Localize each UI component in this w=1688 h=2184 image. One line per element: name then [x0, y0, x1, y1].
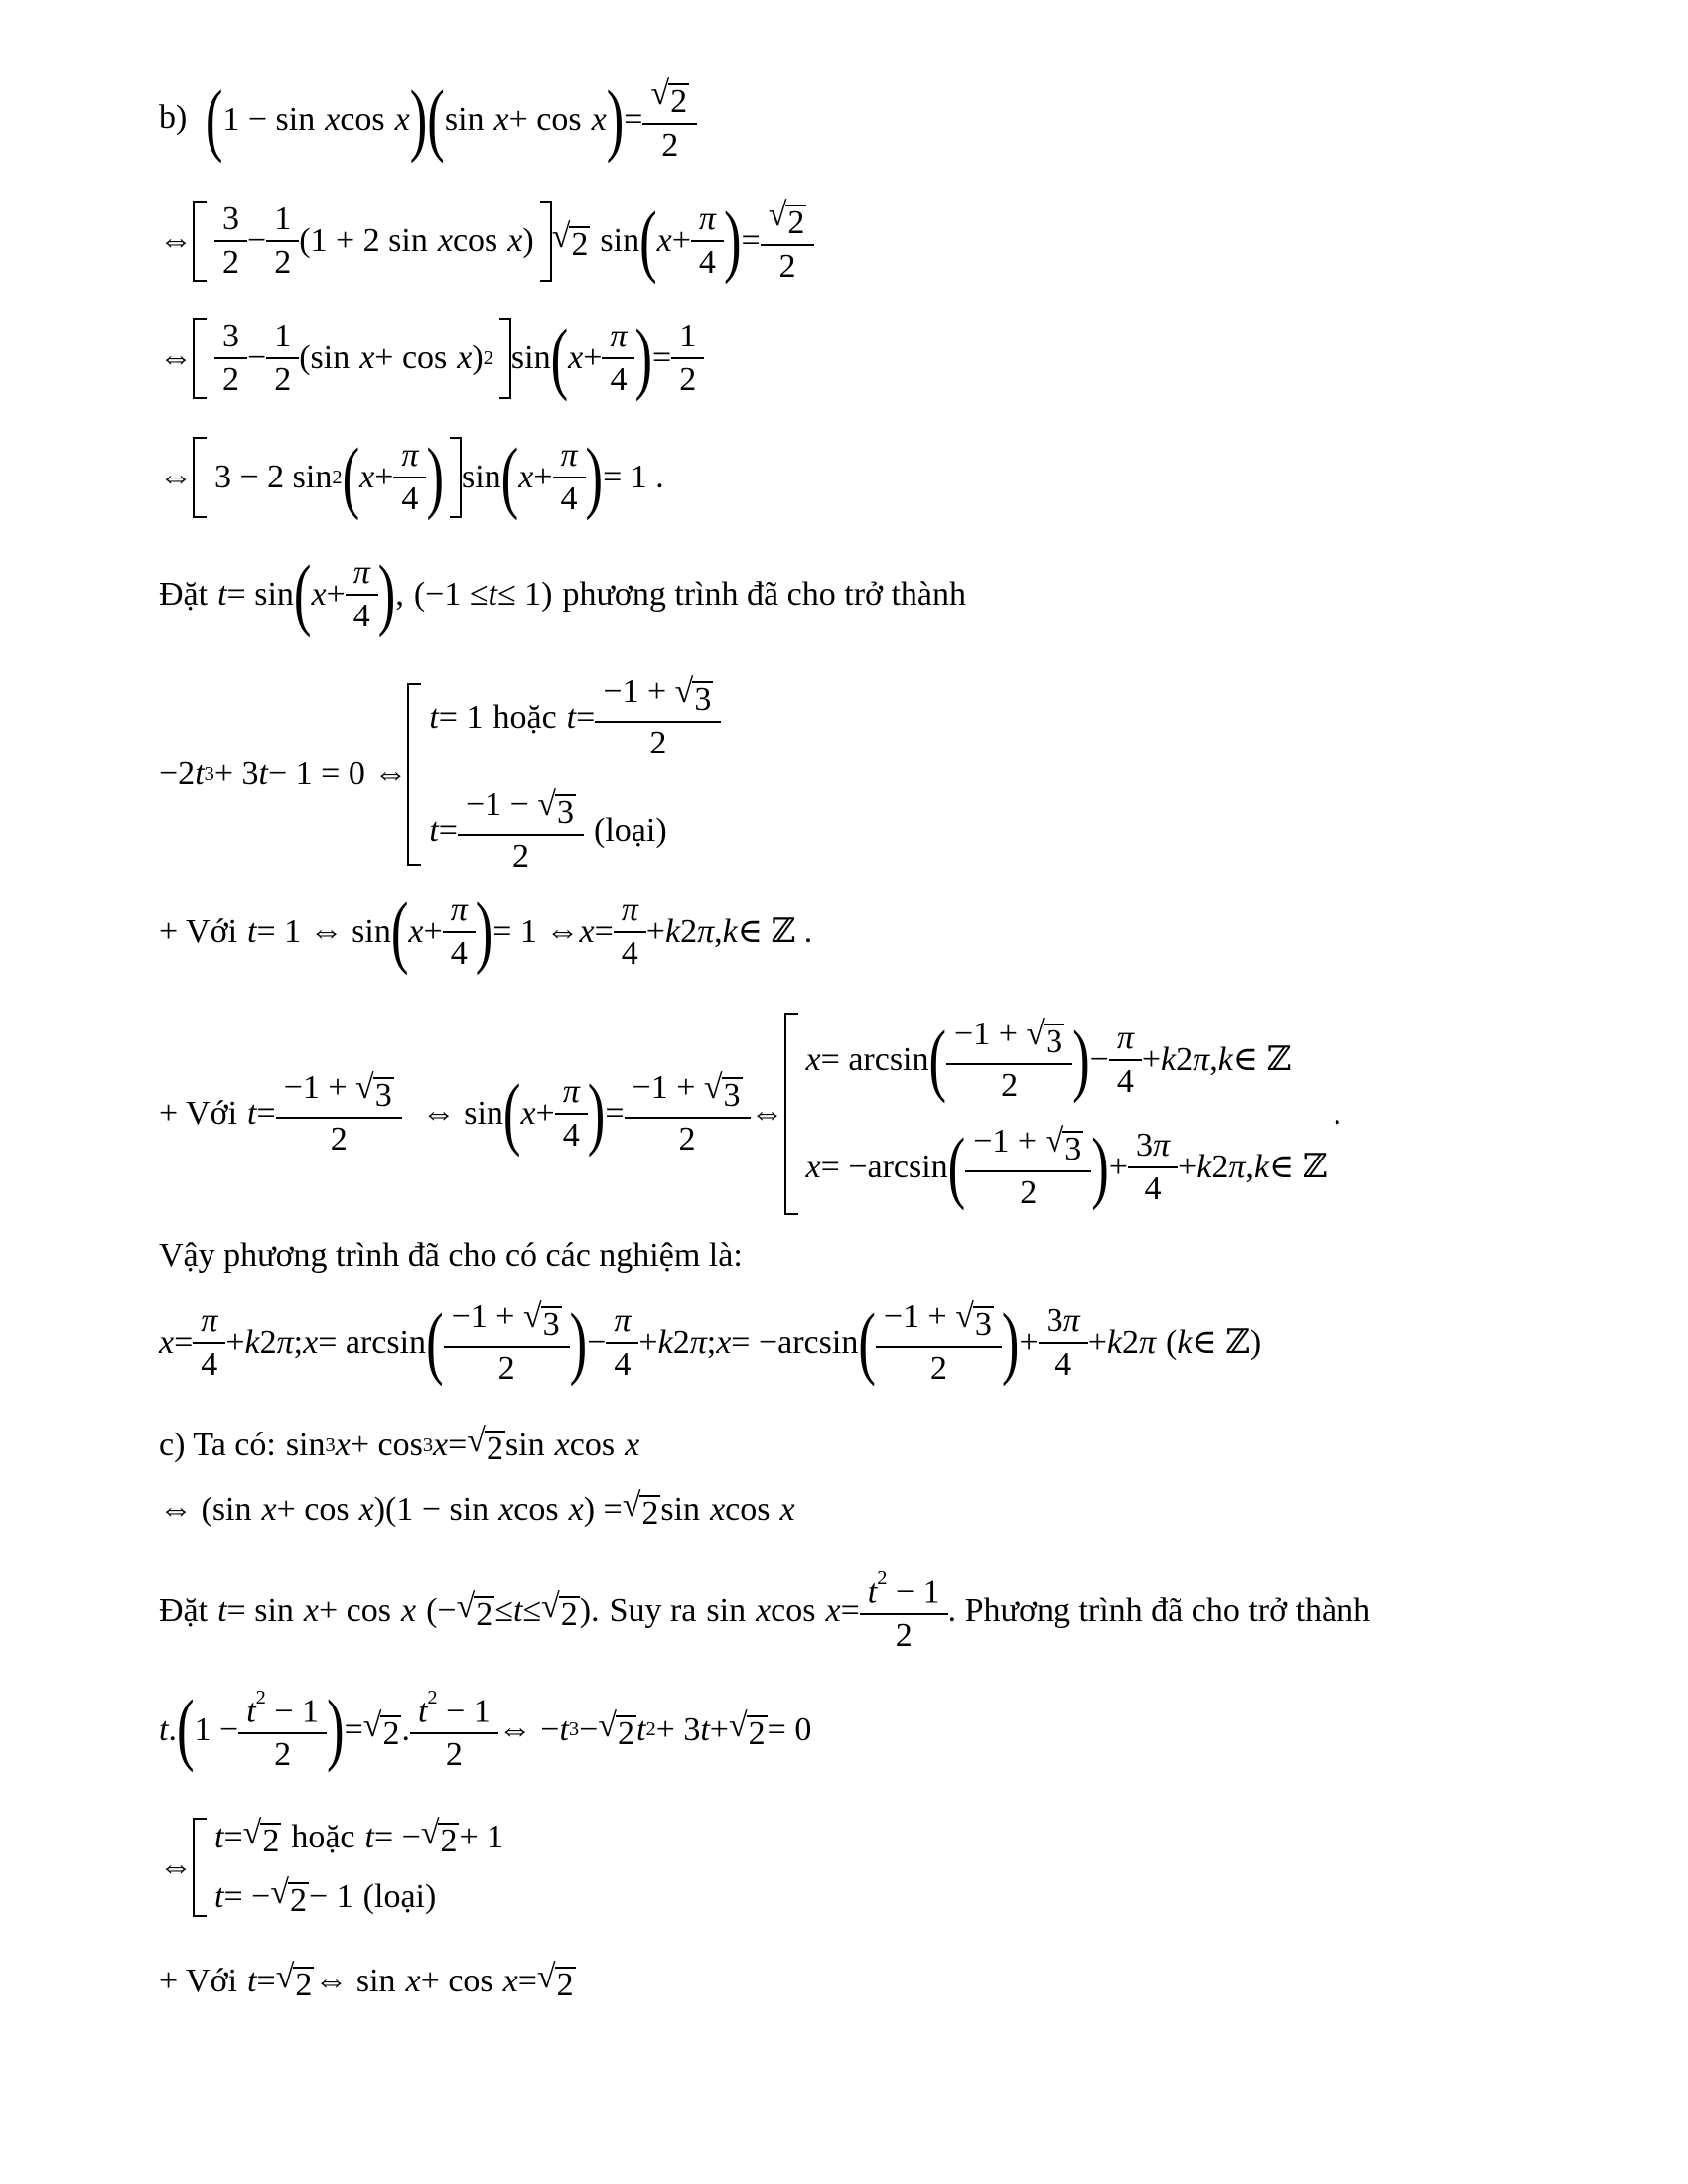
cubic-equation-2: t . ( 1 − $t^2 - 1$ 2 ) = √ 2 . $t^2 - 1$ 2 ⇔ − t 3 − √ 2 t 2 + 3 t + √ 2 = 0: [159, 1685, 812, 1775]
substitution-1: Đặt t = sin ( x + π 4 ) , (−1 ≤ t ≤ 1) phương trình đã cho trở thành: [159, 549, 967, 639]
part-c-equation: c) Ta có: sin 3 x + cos 3 x = √ 2 sin x cos x: [159, 1423, 640, 1467]
dat-tail-2: . Phương trình đã cho trở thành: [947, 1591, 1371, 1629]
case-t-equals-1: + Với t = 1 ⇔ sin ( x + π 4 ) = 1 ⇔ x = π 4 + k 2 π , k ∈ ℤ .: [159, 887, 813, 977]
roots-2: ⇔ t = √ 2 hoặc t = − √ 2 + 1 t = − √ 2 − 1 (loại): [159, 1815, 504, 1919]
hoac-word-2: hoặc: [291, 1819, 355, 1855]
voi-word-2: + Với: [159, 1095, 238, 1132]
case-t-sqrt2: + Với t = √ 2 ⇔ sin x + cos x = √ 2: [159, 1959, 574, 2003]
hoac-word: hoặc: [492, 699, 557, 736]
step-1: ⇔ 3 2 − 1 2 (1 + 2 sin x cos x ) √ 2 sin ( x + π 4 ) = √ 2 2: [159, 199, 814, 284]
solution-set: x = π 4 + k 2 π ; x = arcsin ( −1 + √ 3 2 ) − π 4 + k 2 π ; x = −arcsin ( −1 + √ 3 2 ) + 3π 4 + k 2 π ( k ∈ ℤ): [159, 1297, 1262, 1388]
step-2: ⇔ 3 2 − 1 2 (sin x + cos x ) 2 sin ( x + π 4 ) = 1 2: [159, 318, 704, 399]
voi-word: + Với: [159, 913, 238, 950]
step-3: ⇔ 3 − 2 sin 2 ( x + π 4 ) sin ( x + π 4 ) = 1 .: [159, 432, 664, 522]
part-c-step-1: ⇔ (sin x + cos x )(1 − sin x cos x ) = √ 2 sin x cos x: [159, 1487, 795, 1532]
suy-ra-word: Suy ra: [609, 1591, 697, 1629]
substitution-2: Đặt t = sin x + cos x (− √ 2 ≤ t ≤ √ 2 ). Suy ra sin x cos x = $t^2 - 1$ 2 . Phương trình đã cho trở thành: [159, 1568, 1371, 1655]
part-b-label: b): [159, 98, 188, 136]
loai-word: (loại): [594, 812, 667, 849]
dat-tail: phương trình đã cho trở thành: [562, 576, 967, 613]
case-t-other: + Với t = −1 + √ 3 2 ⇔ sin ( x + π 4 ) = −1 + √ 3 2 ⇔ x = arcsin ( −1 + √ 3 2 ) − π 4 + k 2 π , k ∈ ℤ x = −arcsin ( −1 + √ 3 2 ) + 3π 4 + k 2 π , k ∈ ℤ .: [159, 1013, 1341, 1215]
part-c-label: c) Ta có:: [159, 1427, 276, 1463]
loai-word-2: (loại): [362, 1878, 437, 1915]
cubic-equation-1: −2 t 3 + 3 t − 1 = 0 ⇔ t = 1 hoặc t = −1 + √ 3 2 t = −1 − √ 3 2 (loại): [159, 675, 721, 874]
dat-word-2: Đặt: [159, 1591, 209, 1629]
dat-word: Đặt: [159, 576, 209, 613]
part-b-equation: b) ( 1 − sin x cos x ) ( sin x + cos x ) = √ 2 2: [159, 77, 697, 163]
conclusion-text: Vậy phương trình đã cho có các nghiệm là:: [159, 1237, 743, 1274]
voi-word-3: + Với: [159, 1963, 238, 1999]
